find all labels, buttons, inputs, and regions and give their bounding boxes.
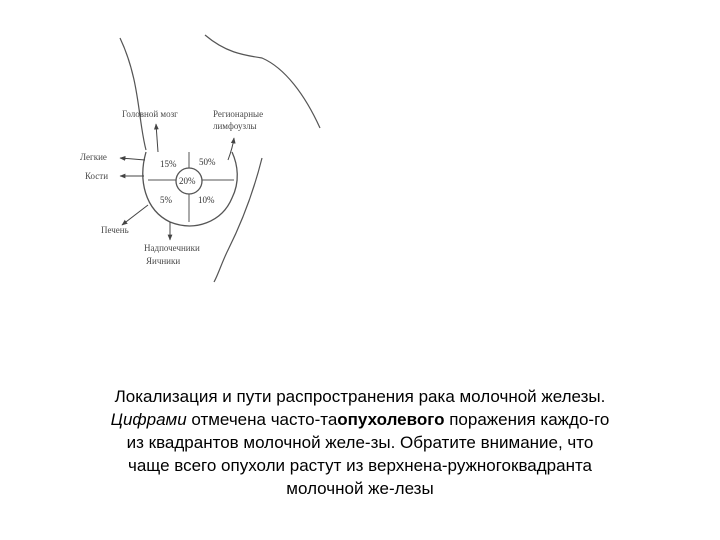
arrow-to-brain <box>156 124 158 152</box>
caption-italic: Цифрами <box>110 410 187 429</box>
label-regional-nodes-2: лимфоузлы <box>213 121 257 131</box>
label-brain: Головной мозг <box>122 109 178 119</box>
label-regional-nodes-1: Регионарные <box>213 109 264 119</box>
pct-center: 20% <box>179 176 196 186</box>
pct-lower-right: 10% <box>198 195 215 205</box>
caption-text: отмечена часто-та <box>186 410 338 429</box>
figure-caption <box>8 385 712 500</box>
label-adrenals: Надпочечники <box>144 243 200 253</box>
arrow-to-liver <box>122 205 148 225</box>
arrow-to-lungs <box>120 158 145 160</box>
breast-outline <box>143 152 237 226</box>
label-bones: Кости <box>85 171 109 181</box>
arrow-to-lymph-nodes <box>228 138 234 160</box>
caption-line-2 <box>8 408 712 431</box>
pct-upper-left: 15% <box>160 159 177 169</box>
caption-line-1: Локализация и пути распространения рака молочной железы. <box>114 387 606 406</box>
caption-rest: поражения каждо-го <box>444 410 610 429</box>
metastasis-arrows <box>120 124 234 240</box>
caption-line-3: из квадрантов молочной желе-зы. Обратите внимание, что <box>126 433 594 452</box>
label-lungs: Легкие <box>80 152 107 162</box>
caption-line-5: молочной же-лезы <box>286 479 434 498</box>
label-liver: Печень <box>101 225 129 235</box>
caption-bold: опухолевого <box>337 410 445 429</box>
label-ovaries: Яичники <box>146 256 181 266</box>
pct-upper-right: 50% <box>199 157 216 167</box>
caption-line-4: чаще всего опухоли растут из верхнена-ружногоквадранта <box>127 456 593 475</box>
pct-lower-left: 5% <box>160 195 172 205</box>
